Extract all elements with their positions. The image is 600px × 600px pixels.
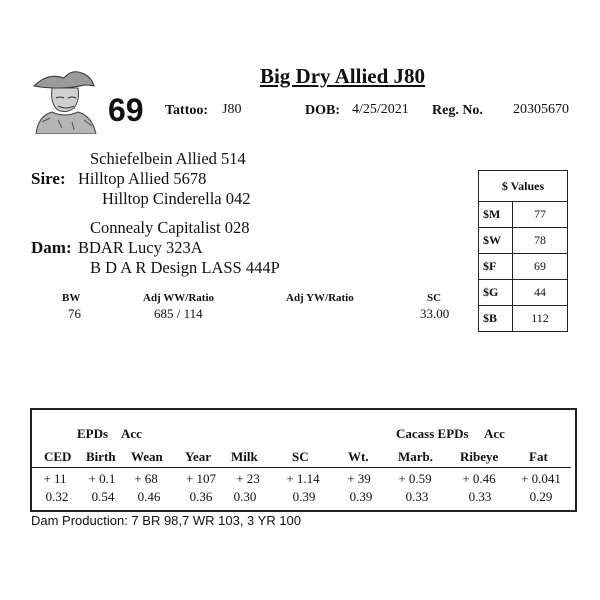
table-row	[479, 280, 568, 306]
dollar-value: 77	[513, 202, 568, 228]
acc-ribeye: 0.33	[468, 489, 492, 504]
acc-marb: 0.33	[405, 489, 429, 504]
dollar-value: 69	[513, 254, 568, 280]
sire-label: Sire:	[31, 169, 66, 188]
col-year: Year	[185, 449, 211, 464]
acc-fat: 0.29	[529, 489, 553, 504]
dam-name: BDAR Lucy 323A	[78, 238, 203, 257]
epd-ced: + 11	[43, 471, 67, 486]
dollar-value: 112	[513, 306, 568, 332]
acc-year: 0.36	[189, 489, 213, 504]
cowboy-logo	[28, 64, 100, 134]
sire-dam: Hilltop Cinderella 042	[102, 189, 251, 208]
sc-header: SC	[427, 292, 442, 304]
tattoo-value: J80	[222, 102, 242, 117]
table-row	[479, 306, 568, 332]
col-ribeye: Ribeye	[460, 449, 499, 464]
epd-wean: + 68	[134, 471, 158, 486]
epd-sc: + 1.14	[286, 471, 320, 486]
dam-production: Dam Production: 7 BR 98,7 WR 103, 3 YR 100	[31, 513, 302, 528]
lot-number: 69	[108, 92, 144, 128]
epd-group-acc: Acc	[121, 426, 142, 441]
epd-ribeye: + 0.46	[462, 471, 496, 486]
acc-ced: 0.32	[45, 489, 69, 504]
dollar-key: $M	[479, 202, 513, 228]
col-sc: SC	[292, 449, 309, 464]
col-birth: Birth	[86, 449, 116, 464]
dollar-key: $G	[479, 280, 513, 306]
sire-name: Hilltop Allied 5678	[78, 169, 207, 188]
dollar-key: $W	[479, 228, 513, 254]
adj-yw-header: Adj YW/Ratio	[286, 292, 354, 304]
adj-ww-header: Adj WW/Ratio	[143, 292, 214, 304]
epd-fat: + 0.041	[521, 471, 561, 486]
col-wt: Wt.	[348, 449, 369, 464]
epd-wt: + 39	[347, 471, 371, 486]
bw-header: BW	[62, 292, 81, 304]
acc-birth: 0.54	[91, 489, 115, 504]
dollar-values-title: $ Values	[479, 171, 568, 202]
acc-wt: 0.39	[349, 489, 373, 504]
reg-number-value: 20305670	[513, 102, 569, 117]
epd-milk: + 23	[236, 471, 260, 486]
col-marb: Marb.	[398, 449, 434, 464]
reg-number-label: Reg. No.	[432, 103, 483, 118]
dollar-key: $B	[479, 306, 513, 332]
epd-marb: + 0.59	[398, 471, 432, 486]
table-row	[479, 228, 568, 254]
dob-value: 4/25/2021	[352, 102, 409, 117]
carcass-group-title: Cacass EPDs	[396, 426, 469, 441]
table-row	[479, 202, 568, 228]
epd-year: + 107	[185, 471, 217, 486]
carcass-group-acc: Acc	[484, 426, 505, 441]
acc-milk: 0.30	[233, 489, 257, 504]
dollar-values-table	[478, 170, 568, 332]
acc-sc: 0.39	[292, 489, 316, 504]
sc-value: 33.00	[420, 306, 450, 321]
col-fat: Fat	[529, 449, 548, 464]
acc-wean: 0.46	[137, 489, 161, 504]
bw-value: 76	[68, 306, 81, 321]
animal-name-title: Big Dry Allied J80	[259, 64, 426, 88]
dam-sire: Connealy Capitalist 028	[90, 218, 250, 237]
col-milk: Milk	[231, 449, 258, 464]
dob-label: DOB:	[305, 103, 340, 118]
dam-label: Dam:	[31, 238, 72, 257]
epd-group-title: EPDs	[77, 426, 109, 441]
dollar-value: 44	[513, 280, 568, 306]
dollar-value: 78	[513, 228, 568, 254]
tattoo-label: Tattoo:	[165, 103, 209, 118]
table-row	[479, 254, 568, 280]
col-wean: Wean	[131, 449, 163, 464]
adj-ww-value: 685 / 114	[154, 306, 203, 321]
dam-dam: B D A R Design LASS 444P	[90, 258, 280, 277]
epd-divider	[32, 467, 571, 468]
dollar-key: $F	[479, 254, 513, 280]
sire-sire: Schiefelbein Allied 514	[90, 149, 246, 168]
col-ced: CED	[44, 449, 72, 464]
epd-birth: + 0.1	[88, 471, 116, 486]
